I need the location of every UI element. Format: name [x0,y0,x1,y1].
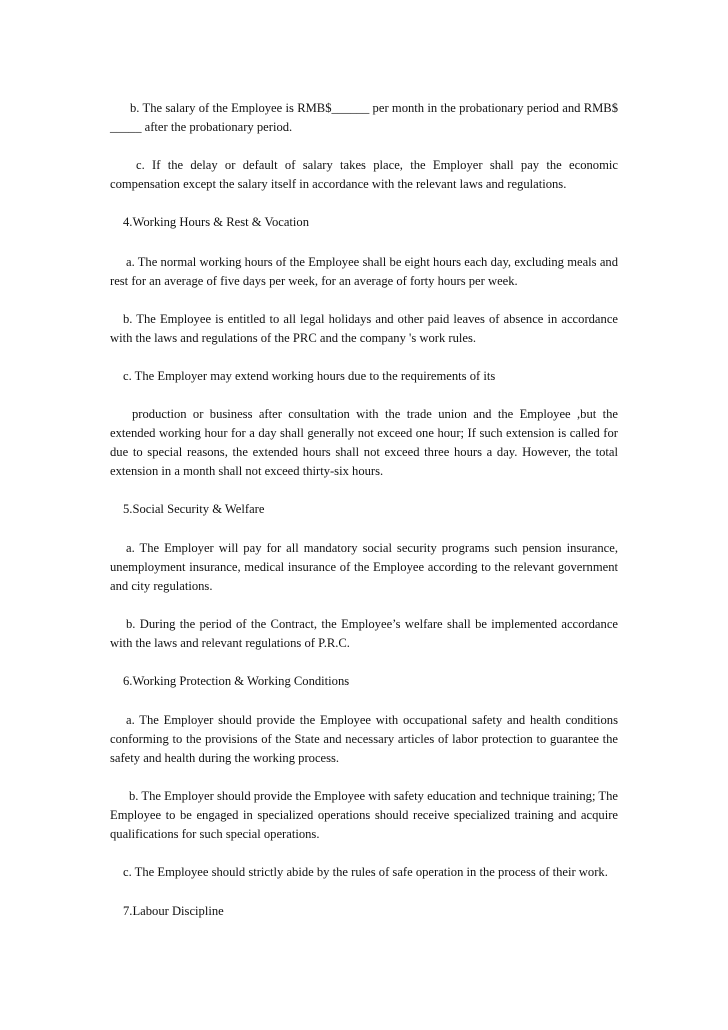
paragraph-social-b: b. During the period of the Contract, the Employee’s welfare shall be implemented accordance with the laws and relevant regulations of P.R.C. [110,617,618,650]
section-heading-labour-discipline: 7.Labour Discipline [123,904,224,918]
paragraph-protection-b: b. The Employer should provide the Employee with safety education and technique training; The Employee to be engaged in specialized operations should receive specialized training and acquire qualifications for such special operations. [110,789,618,841]
section-heading-working-hours: 4.Working Hours & Rest & Vocation [123,215,310,229]
paragraph-protection-c: c. The Employee should strictly abide by the rules of safe operation in the process of their work. [123,865,608,879]
paragraph-social-a: a. The Employer will pay for all mandatory social security programs such pension insurance, unemployment insurance, medical insurance of the Employee according to the relevant government and city regulations. [110,541,618,593]
paragraph-hours-c: c. The Employer may extend working hours due to the requirements of its [123,369,496,383]
paragraph-hours-b: b. The Employee is entitled to all legal holidays and other paid leaves of absence in accordance with the laws and regulations of the PRC and the company 's work rules. [110,312,618,345]
paragraph-hours-c-continued: production or business after consultation with the trade union and the Employee ,but the extended working hour for a day shall generally not exceed one hour; If such extension is called for due to special reasons, the extended hours shall not exceed three hours a day. However, the total extension in a month shall not exceed thirty-six hours. [110,407,618,478]
paragraph-salary-b: b. The salary of the Employee is RMB$______ per month in the probationary period and RMB$ _____ after the probationary period. [110,101,618,134]
paragraph-protection-a: a. The Employer should provide the Employee with occupational safety and health conditions conforming to the provisions of the State and necessary articles of labor protection to guarantee the safety and health during the working process. [110,713,618,765]
section-heading-social-security: 5.Social Security & Welfare [123,502,265,516]
paragraph-hours-a: a. The normal working hours of the Employee shall be eight hours each day, excluding meals and rest for an average of five days per week, for an average of forty hours per week. [110,255,618,288]
section-heading-working-protection: 6.Working Protection & Working Conditions [123,674,350,688]
paragraph-salary-c: c. If the delay or default of salary takes place, the Employer shall pay the economic compensation except the salary itself in accordance with the relevant laws and regulations. [110,158,618,191]
